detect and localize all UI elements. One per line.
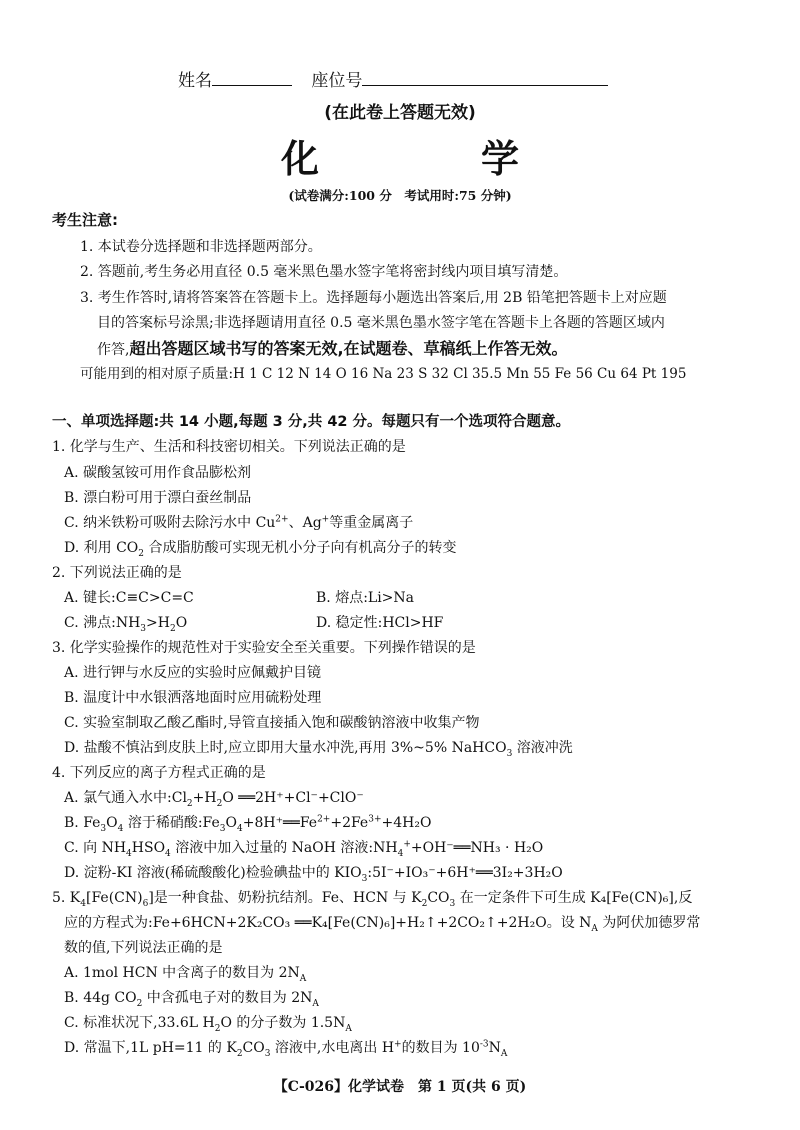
section-heading: 一、单项选择题:共 14 小题,每题 3 分,共 42 分。每题只有一个选项符合题意。: [52, 414, 571, 430]
q5-option-d: D. 常温下,1L pH=11 的 $K_2CO_3$ 溶液中,水电离出 H+的数目为 $10^{-3}N_A$: [64, 1039, 508, 1059]
seat-blank: [362, 69, 608, 86]
notice-heading: 考生注意:: [52, 211, 118, 229]
q5-stem-line2: 应的方程式为:Fe+6HCN+2K₂CO₃ ══K₄[Fe(CN)₆]+H₂↑+2CO₂↑+2H₂O。设 $N_A$ 为阿伏加德罗常: [64, 915, 701, 934]
q2-stem: 2. 下列说法正确的是: [52, 565, 182, 581]
atomic-masses: 可能用到的相对原子质量:H 1 C 12 N 14 O 16 Na 23 S 32 Cl 35.5 Mn 55 Fe 56 Cu 64 Pt 195: [80, 366, 687, 382]
q4-option-b: B. $Fe_3O_4$ 溶于稀硝酸$:Fe_3O_4+8H^+══Fe^{2+}+2Fe^{3+}+4H_2O$: [64, 814, 432, 834]
q5-stem-line3: 数的值,下列说法正确的是: [64, 940, 223, 956]
name-seat-line: [178, 66, 608, 91]
q1-option-d: D. 利用 $CO_2$ 合成脂肪酸可实现无机小分子向有机高分子的转变: [64, 540, 457, 559]
notice-item-3: 3. 考生作答时,请将答案答在答题卡上。选择题每小题选出答案后,用 2B 铅笔把答题卡上对应题: [80, 290, 667, 306]
q2-option-a: A. 键长:C≡C>C=C: [64, 590, 194, 606]
q4-stem: 4. 下列反应的离子方程式正确的是: [52, 765, 266, 781]
q1-option-a: A. 碳酸氢铵可用作食品膨松剂: [64, 465, 252, 481]
q3-option-c: C. 实验室制取乙酸乙酯时,导管直接插入饱和碳酸钠溶液中收集产物: [64, 715, 480, 731]
notice-answer-text: 作答,: [97, 342, 130, 358]
q5-option-a: A. 1mol HCN 中含离子的数目为 $2N_A$: [64, 965, 307, 984]
q2-option-d: D. 稳定性:HCl>HF: [316, 615, 444, 631]
q4-option-a: A. 氯气通入水中$:Cl_2+H_2O$ ══2H⁺+Cl⁻+ClO⁻: [64, 790, 364, 809]
name-label: 姓名: [178, 71, 212, 91]
q1-option-c: C. 纳米铁粉可吸附去除污水中 $Cu^{2+}$、Ag+等重金属离子: [64, 514, 414, 531]
notice-item-1: 1. 本试卷分选择题和非选择题两部分。: [80, 239, 322, 255]
q1-option-b: B. 漂白粉可用于漂白蚕丝制品: [64, 490, 252, 506]
q5-option-c: C. 标准状况下,33.6L $H_2O$ 的分子数为 $1.5N_A$: [64, 1015, 352, 1034]
q3-stem: 3. 化学实验操作的规范性对于实验安全至关重要。下列操作错误的是: [52, 640, 476, 656]
q2-option-b: B. 熔点:Li>Na: [316, 590, 415, 606]
q3-option-d: D. 盐酸不慎沾到皮肤上时,应立即用大量水冲洗,再用 3%~5% NaHCO$_3$ 溶液冲洗: [64, 740, 573, 759]
notice-warning: 超出答题区域书写的答案无效,在试题卷、草稿纸上作答无效。: [129, 339, 568, 358]
exam-info: (试卷满分:100 分 考试用时:75 分钟): [288, 188, 512, 203]
q5-stem-line1: 5. $K_4[Fe(CN)_6]$是一种食盐、奶粉抗结剂。Fe、HCN 与 $K_2CO_3$ 在一定条件下可生成 K₄[Fe(CN)₆],反: [52, 890, 693, 909]
notice-item-3-cont2: [97, 336, 568, 359]
q3-option-a: A. 进行钾与水反应的实验时应佩戴护目镜: [64, 665, 322, 681]
q1-stem: 1. 化学与生产、生活和科技密切相关。下列说法正确的是: [52, 439, 406, 455]
q4-option-d: D. 淀粉-KI 溶液(稀硫酸酸化)检验碘盐中的 $KIO_3:5I^-+IO_3^-+6H^+══3I_2+3H_2O$: [64, 865, 563, 884]
notice-item-2: 2. 答题前,考生务必用直径 0.5 毫米黑色墨水签字笔将密封线内项目填写清楚。: [80, 264, 568, 280]
q5-option-b: B. 44g $CO_2$ 中含孤电子对的数目为 $2N_A$: [64, 990, 319, 1009]
q3-option-b: B. 温度计中水银洒落地面时应用硫粉处理: [64, 690, 322, 706]
q4-option-c: C. 向 $NH_4HSO_4$ 溶液中加入过量的 NaOH 溶液$:NH_4^++OH^-══NH_3 \cdot H_2O$: [64, 839, 544, 859]
subject-title: 化 学: [280, 137, 581, 181]
seat-label: 座位号: [311, 71, 363, 91]
invalid-note: (在此卷上答题无效): [324, 103, 476, 123]
q2-option-c: C. 沸点$:NH_3>H_2O$: [64, 615, 188, 634]
notice-item-3-cont: 目的答案标号涂黑;非选择题请用直径 0.5 毫米黑色墨水签字笔在答题卡上各题的答题区域内: [97, 315, 665, 331]
page-footer: 【C-026】化学试卷 第 1 页(共 6 页): [273, 1079, 527, 1095]
name-blank: [212, 69, 292, 86]
